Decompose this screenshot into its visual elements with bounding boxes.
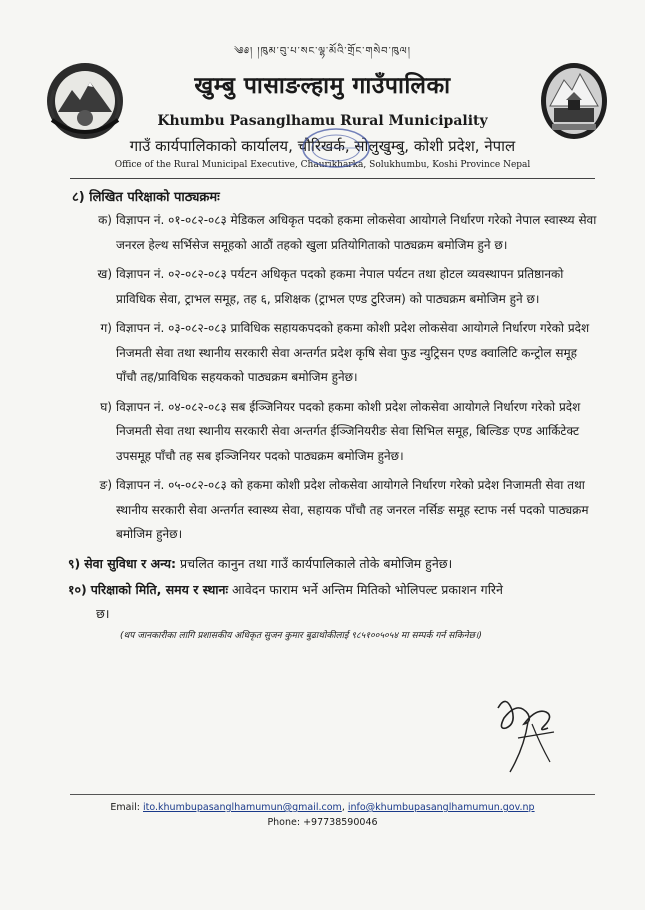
point-text-continuation: छ। xyxy=(96,605,110,621)
point-heading: परिक्षाको मिति, समय र स्थानः xyxy=(90,581,229,597)
point-text: आवेदन फाराम भर्ने अन्तिम मितिको भोलिपल्ट प्रकाशन गरिने xyxy=(228,581,503,597)
item-label: घ) xyxy=(100,399,112,414)
email-label: Email: xyxy=(110,802,143,813)
item-text: विज्ञापन नं. ०१-०८२-०८३ मेडिकल अधिकृत पदको हकमा लोकसेवा आयोगले निर्धारण गरेको नेपाल स्वास्थ्य सेवा जनरल हेल्थ सर्भिसेज समूहको आठौं तहको खुला प्रतियोगिताको पाठ्यक्रम बमोजिम हुने छ। xyxy=(116,213,597,252)
item-text: विज्ञापन नं. ०३-०८२-०८३ प्राविधिक सहायकपदको हकमा कोशी प्रदेश लोकसेवा आयोगले निर्धारण गरेको प्रदेश निजमती सेवा तथा स्थानीय सरकारी सेवा अन्तर्गत प्रदेश कृषि सेवा फुड न्युट्रिसन एण्ड क्वालिटि कन्ट्रोल समूह पाँचौ तह/प्राविधिक सहयकको पाठ्यक्रम बमोजिम हुनेछ। xyxy=(116,321,590,384)
municipality-title-english: Khumbu Pasanglhamu Rural Municipality xyxy=(157,113,488,129)
syllabus-item xyxy=(80,262,600,311)
syllabus-item xyxy=(80,473,600,547)
syllabus-item xyxy=(80,208,600,257)
office-address-english: Office of the Rural Municipal Executive, Chaurikharka, Solukhumbu, Koshi Province Nepal xyxy=(114,160,531,170)
point-heading: सेवा सुविधा र अन्य: xyxy=(84,555,177,571)
exam-date-point xyxy=(68,578,600,626)
item-label: क) xyxy=(98,213,112,227)
signature-icon xyxy=(488,688,568,778)
tibetan-header-line: ༄༅། །ཁུམ་བུ་པ་སང་ལྷ་མོའི་གྲོང་གསེབ་ཁུལ། xyxy=(234,46,411,57)
footer-contact xyxy=(0,800,645,830)
item-label: ख) xyxy=(97,267,112,281)
point-number: १०) xyxy=(68,581,87,597)
item-text: विज्ञापन नं. ०४-०८२-०८३ सब ईञ्जिनियर पदको हकमा कोशी प्रदेश लोकसेवा आयोगले निर्धारण गरेको प्रदेश निजमती सेवा तथा स्थानीय सरकारी सेवा अन्तर्गत ईञ्जिनियरीङ सेवा सिभिल समूह, बिल्डिङ एण्ड आर्किटेक्ट उपसमूह पाँचौ तह सब इञ्जिनियर पदको पाठ्यक्रम बमोजिम हुनेछ। xyxy=(116,399,581,463)
syllabus-item xyxy=(80,316,600,390)
office-stamp-icon xyxy=(300,126,372,170)
item-label: ङ) xyxy=(99,478,112,492)
header-divider xyxy=(70,178,595,179)
email-separator: , xyxy=(341,802,348,813)
contact-note: (थप जानकारीका लागि प्रशासकीय अधिकृत सुजन कुमार बुढाथोकीलाई ९८५१००५०५४ मा सम्पर्क गर्न सकिनेछ।) xyxy=(120,630,482,641)
item-label: ग) xyxy=(100,321,112,335)
service-facilities-point xyxy=(68,552,600,576)
footer-divider xyxy=(70,794,595,795)
syllabus-item xyxy=(80,395,600,469)
point-number: ९) xyxy=(68,555,81,571)
email-link-ito[interactable]: ito.khumbupasanglhamumun@gmail.com xyxy=(143,802,342,813)
office-address-nepali: गाउँ कार्यपालिकाको कार्यालय, चौरिखर्क, सोलुखुम्बु, कोशी प्रदेश, नेपाल xyxy=(129,137,516,155)
item-text: विज्ञापन नं. ०२-०८२-०८३ पर्यटन अधिकृत पदको हकमा नेपाल पर्यटन तथा होटल व्यवस्थापन प्रतिष्ठानको प्राविधिक सेवा, ट्राभल समूह, तह ६, प्रशिक्षक (ट्राभल एण्ड टुरिजम) को पाठ्यक्रम बमोजिम हुने छ। xyxy=(116,267,564,306)
notice-body xyxy=(68,188,600,644)
phone-number: Phone: +97738590046 xyxy=(267,817,378,828)
point-text: प्रचलित कानुन तथा गाउँ कार्यपालिकाले तोके बमोजिम हुनेछ। xyxy=(176,555,453,571)
email-link-info[interactable]: info@khumbupasanglhamumun.gov.np xyxy=(347,802,535,813)
section-heading: ८) लिखित परिक्षाको पाठ्यक्रमः xyxy=(72,190,220,205)
municipality-title-nepali: खुम्बु पासाङल्हामु गाउँपालिका xyxy=(194,73,451,99)
item-text: विज्ञापन नं. ०५-०८२-०८३ को हकमा कोशी प्रदेश लोकसेवा आयोगले निर्धारण गरेको प्रदेश निजामती सेवा तथा स्थानीय सरकारी सेवा अन्तर्गत स्वास्थ्य सेवा, सहायक पाँचौ तह जनरल नर्सिङ समूह स्टाफ नर्स पदको पाठ्यक्रम बमोजिम हुनेछ। xyxy=(116,478,589,541)
